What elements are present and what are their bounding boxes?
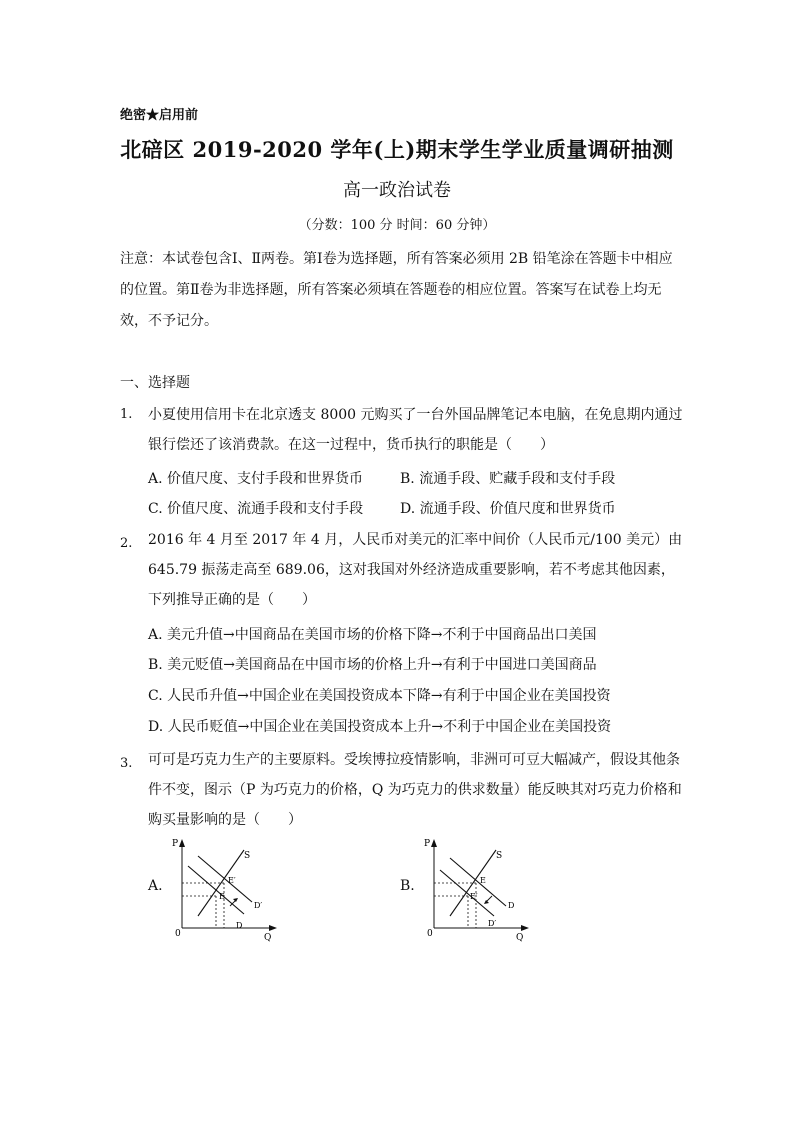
demand-label: D (508, 901, 515, 910)
option-c: C. 人民币升值→中国企业在美国投资成本下降→有利于中国企业在美国投资 (148, 688, 611, 704)
option-d: D. 人民币贬值→中国企业在美国投资成本上升→不利于中国企业在美国投资 (148, 719, 612, 735)
graph-a (168, 836, 288, 944)
exam-meta: （分数：100 分 时间：60 分钟） (298, 218, 496, 233)
equilibrium-label: E (480, 876, 486, 885)
origin-label: 0 (427, 929, 433, 939)
demand-label: D (236, 921, 243, 930)
q-axis-arrow (269, 925, 277, 931)
q-label: Q (516, 933, 524, 943)
p-label: P (172, 839, 179, 849)
section-title: 一、选择题 (120, 375, 190, 391)
demand-curve-shifted (440, 870, 494, 916)
exam-subtitle: 高一政治试卷 (343, 180, 451, 201)
p-axis-arrow (179, 839, 185, 847)
option-b: B. 美元贬值→美国商品在中国市场的价格上升→有利于中国进口美国商品 (148, 657, 597, 673)
demand-shifted-label: D′ (488, 919, 497, 928)
option-b: B. 流通手段、贮藏手段和支付手段 (400, 471, 616, 487)
question-text: 2016 年 4 月至 2017 年 4 月，人民币对美元的汇率中间价（人民币元/100 美元）由 645.79 振荡走高至 689.06，这对我国对外经济造成重要影响，若不考虑其他因素，下列推导正确的是（ ） (148, 532, 683, 608)
supply-curve (198, 850, 244, 916)
option-d: D. 流通手段、价值尺度和世界货币 (400, 501, 616, 517)
exam-title: 北碚区 2019-2020 学年(上)期末学生学业质量调研抽测 (120, 137, 674, 162)
question-text: 可可是巧克力生产的主要原料。受埃博拉疫情影响，非洲可可豆大幅减产，假设其他条件不变，图示（P 为巧克力的价格，Q 为巧克力的供求数量）能反映其对巧克力价格和购买量影响的是（ ） (148, 752, 682, 828)
equilibrium-label-prime: E′ (470, 892, 478, 901)
p-label: P (424, 839, 431, 849)
option-a: A. 美元升值→中国商品在美国市场的价格下降→不利于中国商品出口美国 (148, 627, 597, 643)
option-c: C. 价值尺度、流通手段和支付手段 (148, 501, 364, 517)
graph-b (420, 836, 540, 944)
supply-label: S (496, 851, 503, 861)
graph-a-label: A. (148, 878, 163, 894)
secret-label: 绝密★启用前 (120, 108, 199, 123)
question-number: 1. (120, 407, 133, 422)
shift-arrow-head (233, 898, 238, 902)
q-label: Q (264, 933, 272, 943)
graph-b-label: B. (400, 878, 415, 894)
demand-curve-shifted (198, 856, 252, 902)
exam-note: 注意：本试卷包含Ⅰ、Ⅱ两卷。第Ⅰ卷为选择题，所有答案必须用 2B 铅笔涂在答题卡中相应的位置。第Ⅱ卷为非选择题，所有答案必须填在答题卷的相应位置。答案写在试卷上均无效，不予记分。 (120, 251, 673, 329)
equilibrium-label: E (219, 892, 225, 901)
demand-curve (450, 858, 506, 906)
origin-label: 0 (175, 929, 181, 939)
question-number: 3. (120, 756, 133, 771)
supply-label: S (244, 851, 251, 861)
question-text: 小夏使用信用卡在北京透支 8000 元购买了一台外国品牌笔记本电脑，在免息期内通过银行偿还了该消费款。在这一过程中，货币执行的职能是（ ） (148, 407, 683, 453)
question-number: 2. (120, 536, 133, 551)
option-a: A. 价值尺度、支付手段和世界货币 (148, 471, 364, 487)
demand-shifted-label: D′ (254, 901, 263, 910)
p-axis-arrow (431, 839, 437, 847)
q-axis-arrow (521, 925, 529, 931)
demand-curve (188, 866, 244, 914)
shift-arrow-head (484, 900, 489, 904)
equilibrium-label-prime: E′ (228, 876, 236, 885)
supply-curve (450, 850, 496, 916)
